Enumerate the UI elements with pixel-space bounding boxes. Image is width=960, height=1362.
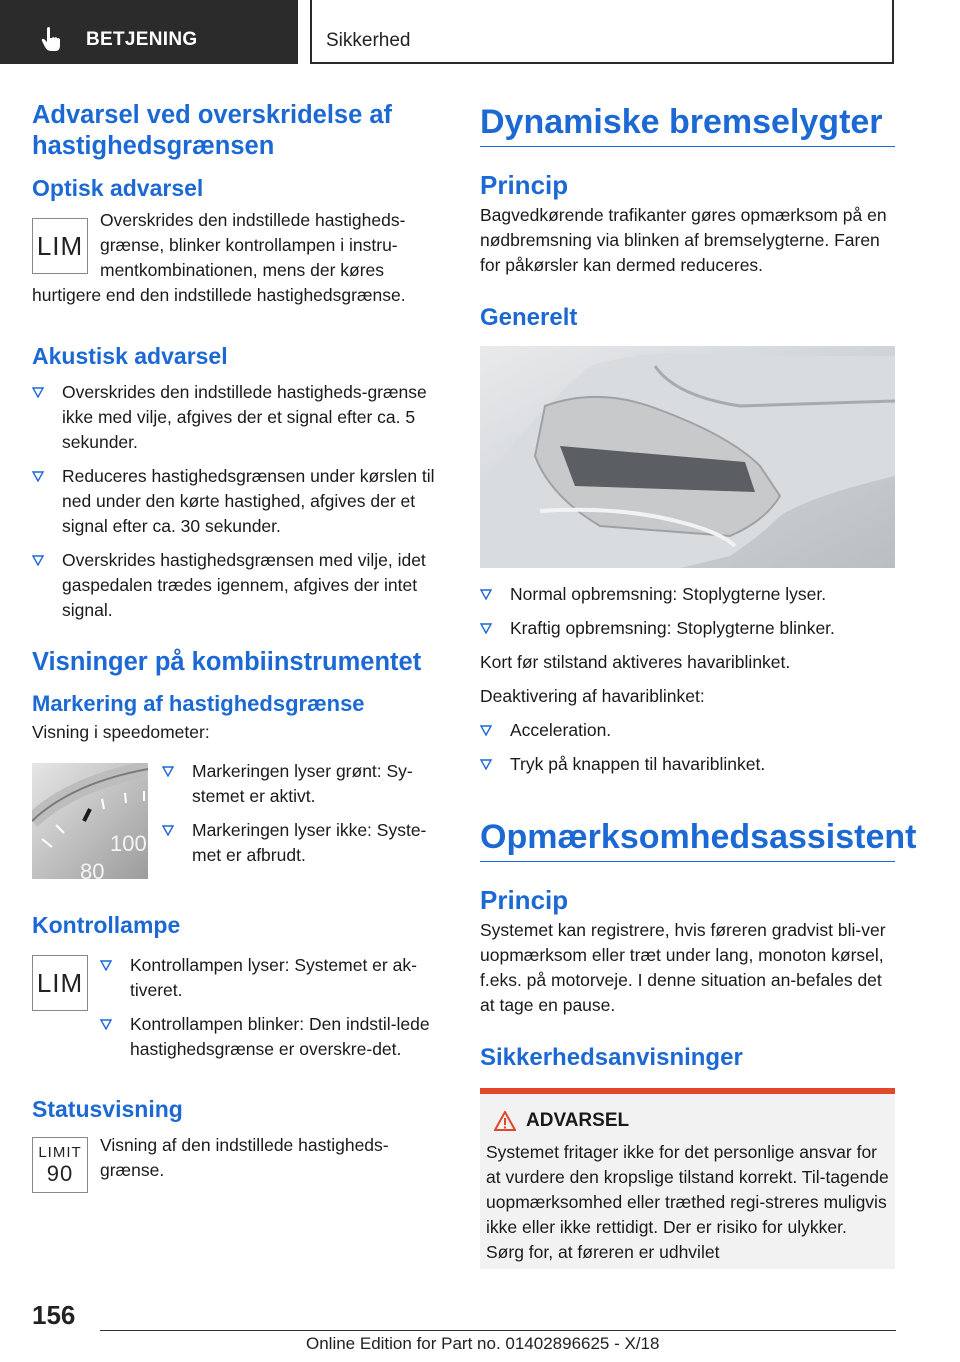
warning-title: ADVARSEL [494,1110,889,1132]
list-item: Kontrollampen blinker: Den indstil-lede hastighedsgrænse er overskre-det. [100,1012,450,1062]
acoustic-warning-heading: Akustisk advarsel [32,343,228,369]
speedo-label-100: 100 [110,831,147,856]
optical-warning-text: Overskrides den indstillede hastigheds-grænse, blinker kontrollampen i instru-mentkombinationen, mens der køres hurtigere end den indstillede hastighedsgrænse. [32,210,406,305]
list-item: Overskrides hastighedsgrænsen med vilje, idet gaspedalen trædes igennem, afgives der intet signal. [32,548,450,623]
indicator-lamp-block [32,953,450,1071]
hazard-deactivation-list [480,718,895,777]
indicator-lamp-heading: Kontrollampe [32,912,181,938]
footer-rule [100,1330,896,1331]
list-item: Acceleration. [480,718,895,743]
status-display-heading: Statusvisning [32,1096,183,1122]
instrument-display-title: Visninger på kombiinstrumentet [32,648,422,676]
speed-limit-marking-heading: Markering af hastighedsgrænse [32,691,365,716]
warning-box [480,1088,895,1269]
triangle-bullet-icon [480,589,492,600]
optical-warning-heading: Optisk advarsel [32,175,204,201]
general-heading: Generelt [480,304,578,331]
list-item: Markeringen lyser ikke: Syste-met er afbrudt. [162,818,450,868]
edition-text: Online Edition for Part no. 01402896625 - X/18 [306,1334,660,1353]
principle-heading: Princip [480,885,569,915]
header-subsection-tab [310,0,894,64]
header-section-label: BETJENING [86,29,198,50]
lim-indicator-icon: LIM [32,955,88,1011]
hazard-activation-text: Kort før stilstand aktiveres havariblinket. [480,652,791,672]
list-item: Normal opbremsning: Stoplygterne lyser. [480,582,895,607]
triangle-bullet-icon [480,623,492,634]
triangle-bullet-icon [32,387,44,398]
status-display-text: Visning af den indstillede hastigheds-grænse. [100,1135,389,1180]
left-column [32,100,450,1197]
triangle-bullet-icon [480,725,492,736]
warning-text: Systemet fritager ikke for det personlige ansvar for at vurdere den kropslige tilstand korrekt. Til-tagende uopmærksomhed eller træthed regi-streres muligvis ikke eller ikke rettidigt. Der er risiko for ulykker. Sørg for, at føreren er udhvilet [486,1142,889,1262]
triangle-bullet-icon [32,555,44,566]
list-item: Markeringen lyser grønt: Sy-stemet er aktivt. [162,759,450,809]
triangle-bullet-icon [480,759,492,770]
attention-assistant-title: Opmærksomhedsassistent [480,818,917,856]
triangle-bullet-icon [162,825,174,836]
list-item: Kontrollampen lyser: Systemet er ak-tiveret. [100,953,450,1003]
speedometer-image [32,763,148,879]
speedometer-block [32,759,450,885]
indicator-lamp-list [100,953,450,1071]
status-display-block [32,1133,450,1197]
header-section-tab [0,0,298,64]
triangle-bullet-icon [100,1019,112,1030]
warning-triangle-icon [494,1111,516,1131]
triangle-bullet-icon [32,471,44,482]
optical-warning-block [32,208,450,308]
limit-90-icon: LIMIT 90 [32,1137,88,1193]
attention-principle-text: Systemet kan registrere, hvis føreren gradvist bli-ver uopmærksom eller træt under lang, monoton kørsel, f.eks. på motorveje. I denne situation an-befales det at tage en pause. [480,920,886,1015]
principle-heading: Princip [480,170,569,200]
triangle-bullet-icon [162,766,174,777]
principle-text: Bagvedkørende trafikanter gøres opmærksom på en nødbremsning via blinken af bremselygterne. Faren for påkørsler kan dermed reduceres. [480,205,887,275]
lim-indicator-icon: LIM [32,218,88,274]
list-item: Reduceres hastighedsgrænsen under kørslen til ned under den kørte hastighed, afgives der et signal efter ca. 30 sekunder. [32,464,450,539]
hand-pointer-icon [40,26,64,52]
dynamic-brake-lights-title: Dynamiske bremselygter [480,103,883,141]
hazard-deactivation-text: Deaktivering af havariblinket: [480,686,705,706]
speedometer-intro: Visning i speedometer: [32,722,210,742]
page-number: 156 [32,1300,76,1330]
speedometer-list [162,759,450,877]
header-subsection-label: Sikkerhed [326,30,411,51]
brake-list [480,582,895,641]
list-item: Tryk på knappen til havariblinket. [480,752,895,777]
title-rule [480,146,895,147]
title-rule [480,861,895,862]
list-item: Kraftig opbremsning: Stoplygterne blinker. [480,616,895,641]
speed-warning-title: Advarsel ved overskridelse af hastighedsgrænsen [32,101,393,160]
triangle-bullet-icon [100,960,112,971]
acoustic-warning-list [32,380,450,623]
tail-light-image [480,346,895,568]
right-column [480,100,917,1269]
list-item: Overskrides den indstillede hastigheds-grænse ikke med vilje, afgives der et signal efter ca. 5 sekunder. [32,380,450,455]
safety-notes-heading: Sikkerhedsanvisninger [480,1044,743,1071]
speedo-label-80: 80 [80,859,105,879]
